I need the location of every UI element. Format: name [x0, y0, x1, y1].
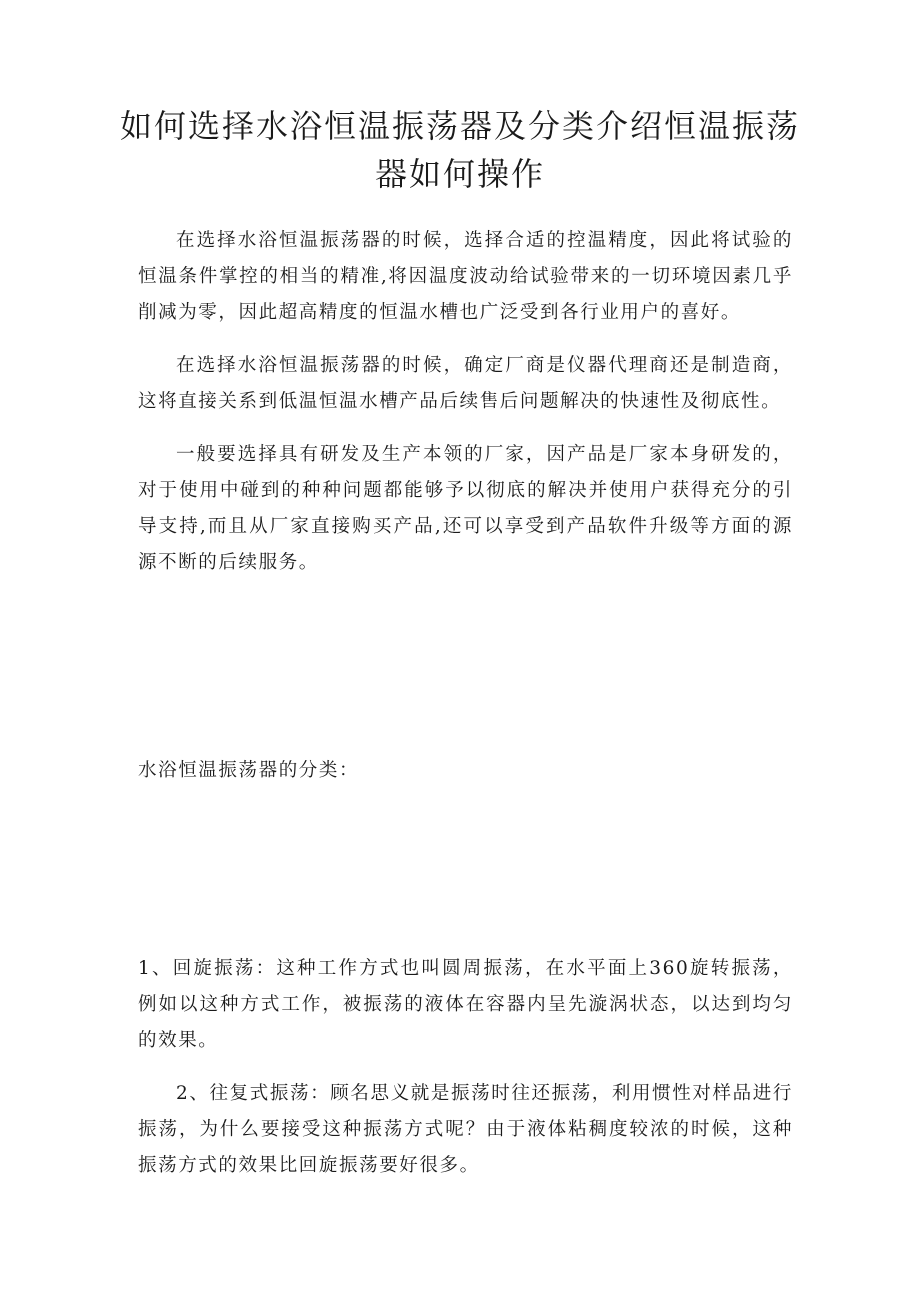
- paragraph-manufacturer: 在选择水浴恒温振荡器的时候，确定厂商是仪器代理商还是制造商，这将直接关系到低温恒温水槽产品后续售后问题解决的快速性及彻底性。: [138, 355, 793, 412]
- classification-heading: 水浴恒温振荡器的分类：: [138, 760, 360, 781]
- list-item-reciprocating-oscillation: 2、往复式振荡：顾名思义就是振荡时往还振荡，利用惯性对样品进行振荡，为什么要接受这种振荡方式呢？由于液体粘稠度较浓的时候，这种振荡方式的效果比回旋振荡要好很多。: [138, 1083, 793, 1176]
- paragraph-control-accuracy: 在选择水浴恒温振荡器的时候，选择合适的控温精度，因此将试验的恒温条件掌控的相当的精准,将因温度波动给试验带来的一切环境因素几乎削减为零，因此超高精度的恒温水槽也广泛受到各行业用户的喜好。: [138, 230, 793, 323]
- list-item-rotary-oscillation: 1、回旋振荡：这种工作方式也叫圆周振荡，在水平面上360旋转振荡，例如以这种方式工作，被振荡的液体在容器内呈先漩涡状态，以达到均匀的效果。: [138, 958, 793, 1051]
- page-title: 如何选择水浴恒温振荡器及分类介绍恒温振荡器如何操作: [120, 107, 801, 193]
- paragraph-rd-capability: 一般要选择具有研发及生产本领的厂家，因产品是厂家本身研发的，对于使用中碰到的种种问题都能够予以彻底的解决并使用户获得充分的引导支持,而且从厂家直接购买产品,还可以享受到产品软件升级等方面的源源不断的后续服务。: [138, 444, 793, 573]
